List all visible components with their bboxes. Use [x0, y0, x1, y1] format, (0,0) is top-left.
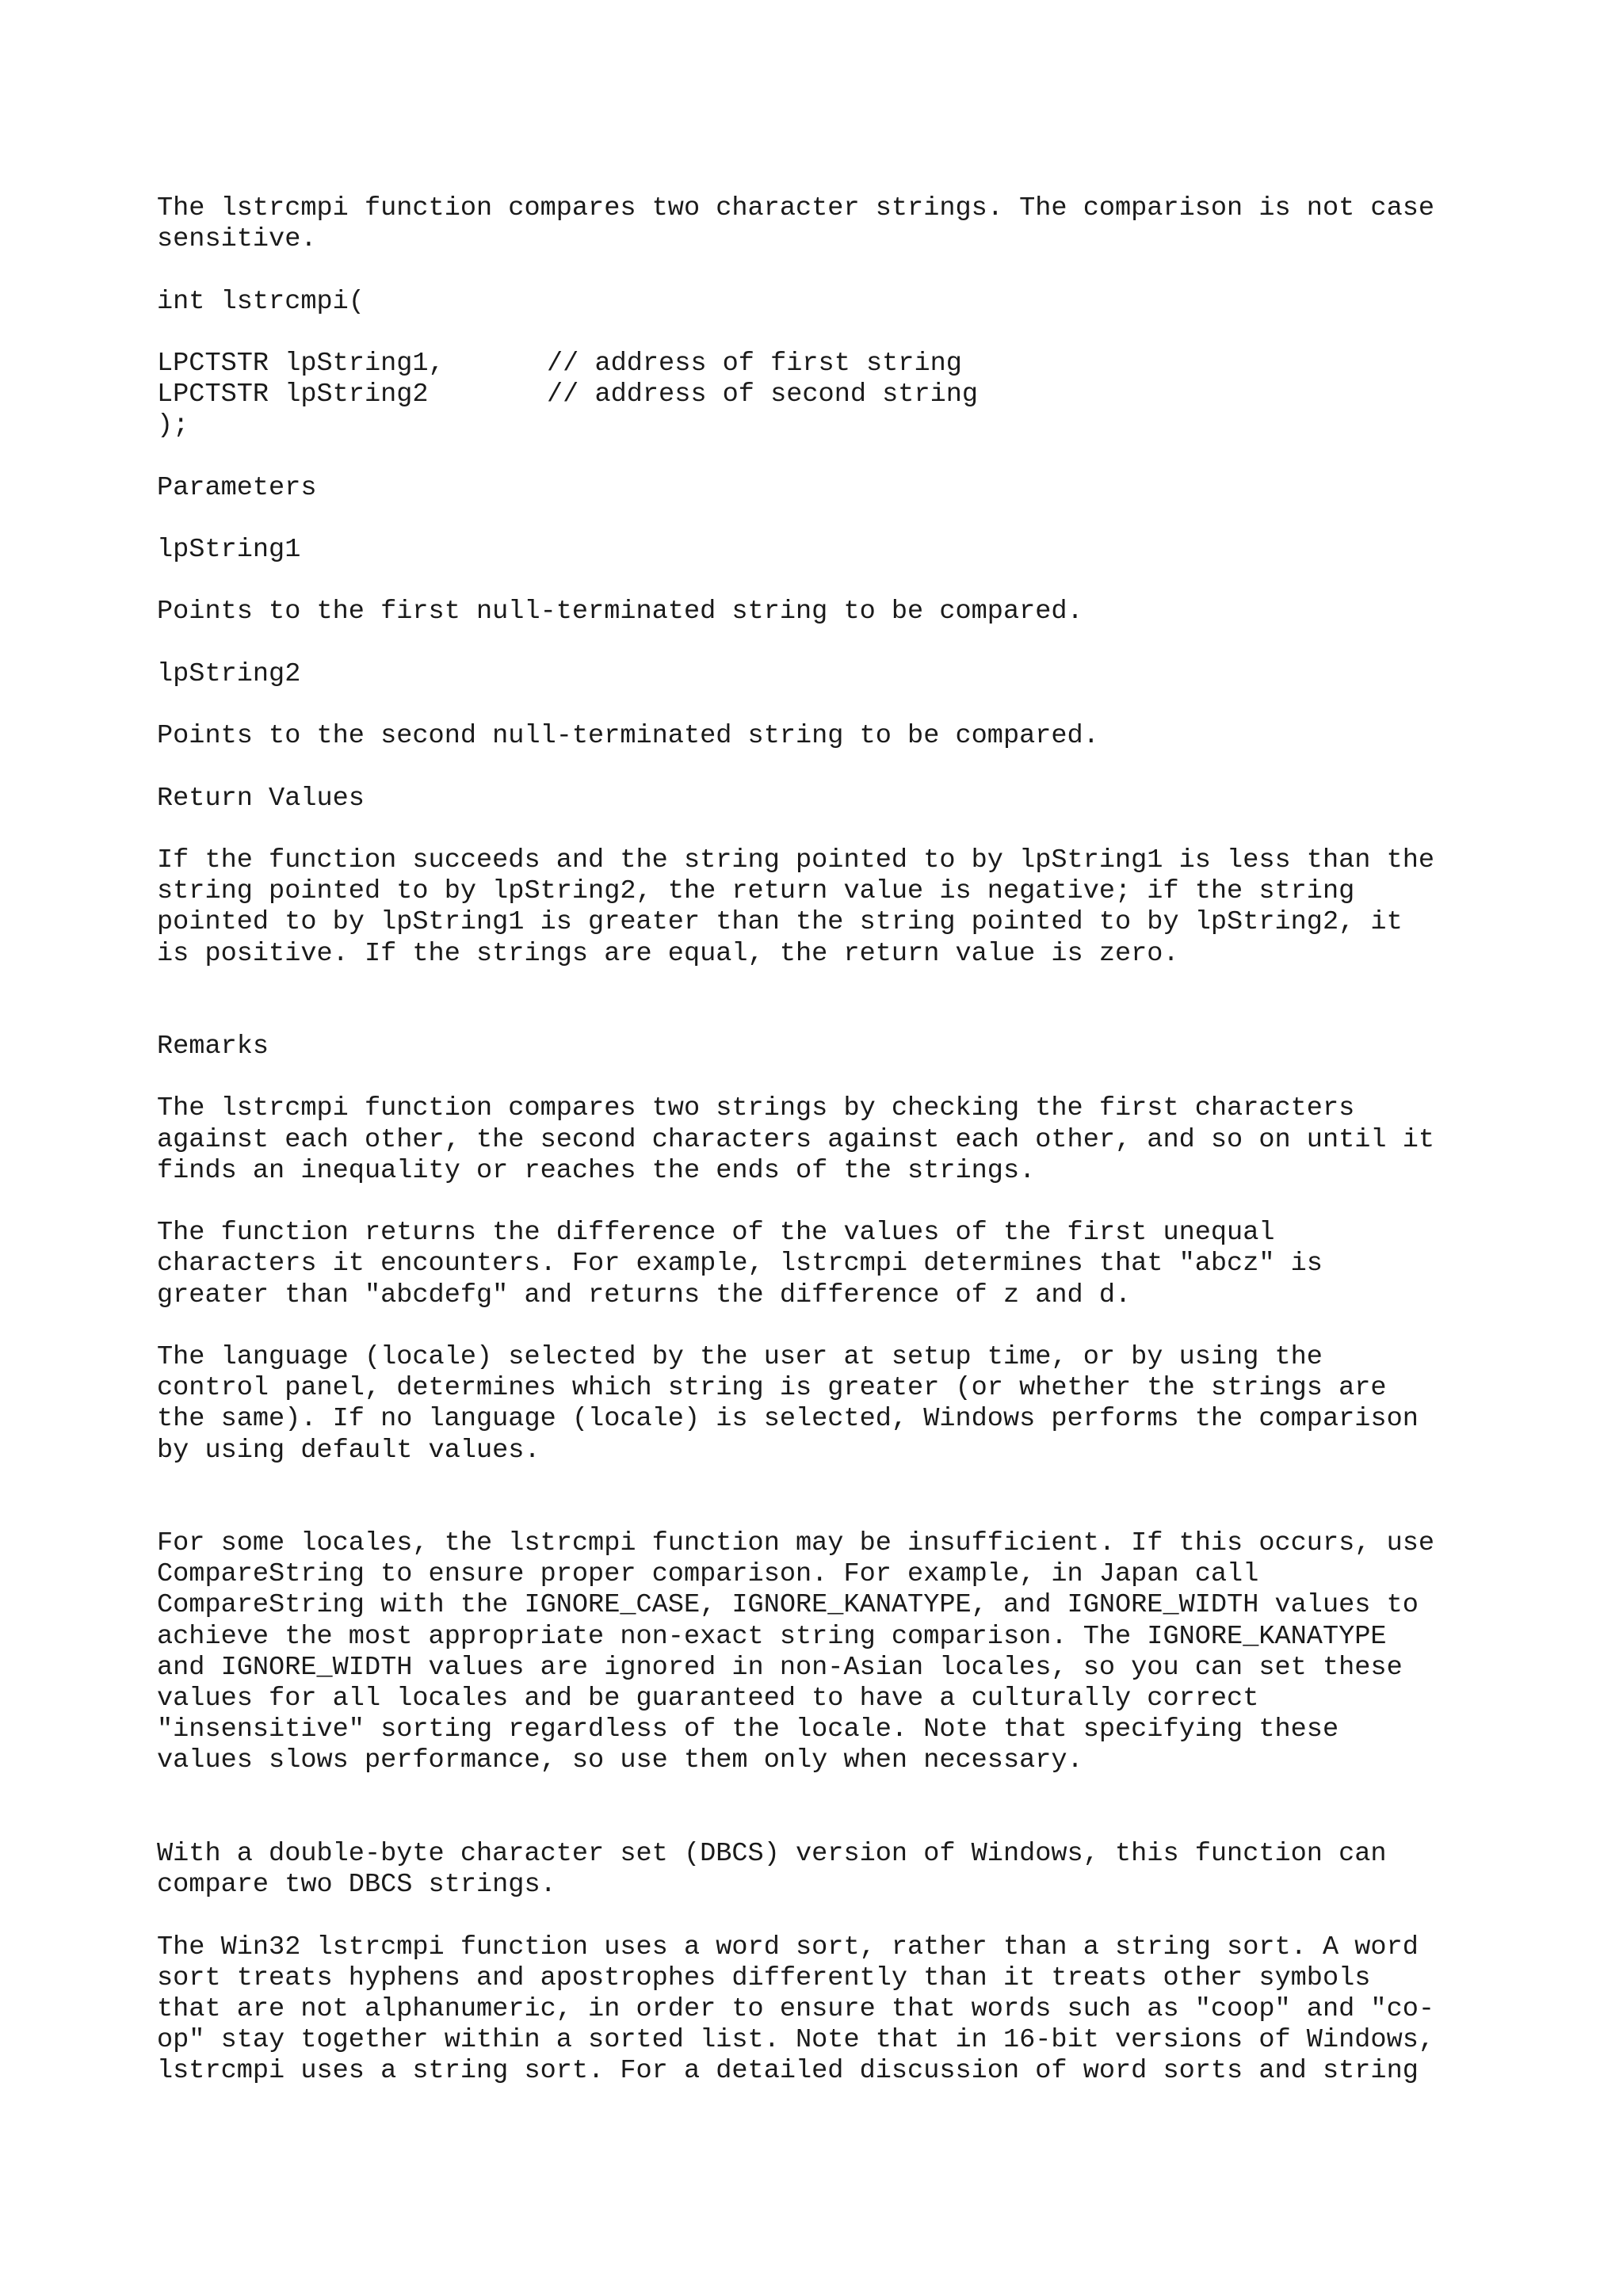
text-line: control panel, determines which string is greater (or whether the strings are	[157, 1373, 1387, 1404]
text-line: pointed to by lpString1 is greater than the string pointed to by lpString2, it	[157, 907, 1403, 938]
text-line: finds an inequality or reaches the ends of the strings.	[157, 1155, 1036, 1186]
remarks-paragraph	[157, 1093, 1504, 1187]
text-line: that are not alphanumeric, in order to ensure that words such as "coop" and "co-	[157, 1993, 1435, 2024]
text-line: The language (locale) selected by the user at setup time, or by using the	[157, 1341, 1323, 1372]
text-line: the same). If no language (locale) is selected, Windows performs the comparison	[157, 1404, 1419, 1435]
param1-description: Points to the first null-terminated string to be compared.	[157, 597, 1083, 627]
text-line: compare two DBCS strings.	[157, 1870, 556, 1901]
remarks-paragraph	[157, 1528, 1504, 1777]
text-line: sensitive.	[157, 224, 317, 255]
text-line: sort treats hyphens and apostrophes differently than it treats other symbols	[157, 1962, 1371, 1993]
param-comment: // address of first string	[547, 348, 962, 379]
text-line: achieve the most appropriate non-exact string comparison. The IGNORE_KANATYPE	[157, 1621, 1387, 1652]
text-line: values for all locales and be guaranteed to have a culturally correct	[157, 1684, 1259, 1714]
return-values-paragraph	[157, 845, 1504, 970]
text-line: The lstrcmpi function compares two strings by checking the first characters	[157, 1093, 1355, 1124]
text-line: against each other, the second characters against each other, and so on until it	[157, 1124, 1435, 1155]
text-line: With a double-byte character set (DBCS) version of Windows, this function can	[157, 1838, 1387, 1869]
text-line: characters it encounters. For example, lstrcmpi determines that "abcz" is	[157, 1249, 1323, 1280]
signature-open: int lstrcmpi(	[157, 286, 365, 317]
param-declaration: LPCTSTR lpString2	[157, 379, 429, 410]
text-line: If the function succeeds and the string pointed to by lpString1 is less than the	[157, 845, 1435, 875]
text-line: is positive. If the strings are equal, the return value is zero.	[157, 938, 1179, 969]
param2-name: lpString2	[157, 658, 301, 689]
text-line: The Win32 lstrcmpi function uses a word sort, rather than a string sort. A word	[157, 1932, 1419, 1962]
param1-name: lpString1	[157, 535, 301, 566]
text-line: string pointed to by lpString2, the return value is negative; if the string	[157, 876, 1355, 907]
text-line: values slows performance, so use them only when necessary.	[157, 1745, 1083, 1776]
signature-close: );	[157, 410, 189, 441]
return-values-heading: Return Values	[157, 783, 365, 814]
text-line: op" stay together within a sorted list. Note that in 16-bit versions of Windows,	[157, 2025, 1435, 2056]
remarks-heading: Remarks	[157, 1032, 269, 1062]
text-line: lstrcmpi uses a string sort. For a detailed discussion of word sorts and string	[157, 2056, 1419, 2087]
remarks-paragraph	[157, 1342, 1504, 1466]
document-body	[157, 193, 1504, 2087]
param-comment: // address of second string	[547, 379, 979, 410]
remarks-paragraph	[157, 1839, 1504, 1901]
remarks-paragraph	[157, 1932, 1504, 2088]
param-declaration: LPCTSTR lpString1,	[157, 348, 445, 379]
text-line: CompareString to ensure proper comparison. For example, in Japan call	[157, 1559, 1259, 1590]
text-line: The lstrcmpi function compares two character strings. The comparison is not case	[157, 193, 1435, 223]
parameters-heading: Parameters	[157, 472, 317, 503]
function-signature	[157, 287, 1504, 442]
intro-paragraph	[157, 193, 1504, 255]
text-line: "insensitive" sorting regardless of the locale. Note that specifying these	[157, 1714, 1339, 1745]
text-line: by using default values.	[157, 1435, 540, 1466]
text-line: greater than "abcdefg" and returns the difference of z and d.	[157, 1280, 1132, 1310]
text-line: For some locales, the lstrcmpi function may be insufficient. If this occurs, use	[157, 1528, 1435, 1559]
text-line: The function returns the difference of the values of the first unequal	[157, 1218, 1275, 1249]
text-line: and IGNORE_WIDTH values are ignored in non-Asian locales, so you can set these	[157, 1652, 1403, 1683]
remarks-paragraph	[157, 1218, 1504, 1311]
signature-param-row	[157, 349, 1504, 379]
text-line: CompareString with the IGNORE_CASE, IGNORE_KANATYPE, and IGNORE_WIDTH values to	[157, 1590, 1419, 1621]
signature-param-row	[157, 379, 1504, 410]
param2-description: Points to the second null-terminated string to be compared.	[157, 721, 1099, 752]
